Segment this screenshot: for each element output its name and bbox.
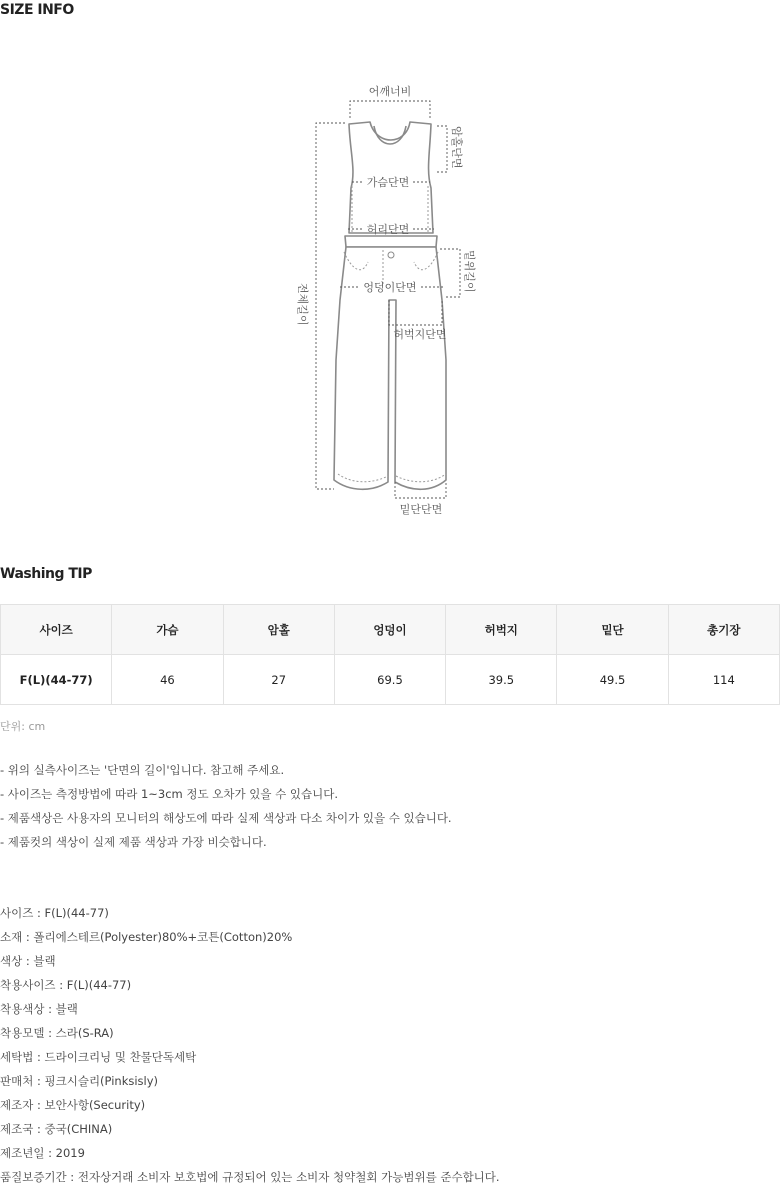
label-waist: 허리단면 <box>366 223 410 236</box>
spec-size: 사이즈 : F(L)(44-77) <box>0 906 109 920</box>
size-info-title: SIZE INFO <box>0 2 74 18</box>
label-hem: 밑단단면 <box>399 503 443 516</box>
label-thigh: 허벅지단면 <box>393 328 447 341</box>
cell-hem: 49.5 <box>557 655 668 705</box>
note-item: - 위의 실측사이즈는 '단면의 길이'입니다. 참고해 주세요. <box>0 763 285 777</box>
cell-total-length: 114 <box>668 655 779 705</box>
note-item: - 사이즈는 측정방법에 따라 1~3cm 정도 오차가 있을 수 있습니다. <box>0 787 339 801</box>
spec-color: 색상 : 블랙 <box>0 954 56 968</box>
spec-worn-color: 착용색상 : 블랙 <box>0 1002 78 1016</box>
label-total-length: 전체길이 <box>296 283 309 326</box>
label-armhole: 암홀단면 <box>450 126 463 169</box>
unit-note: 단위: cm <box>0 720 46 733</box>
spec-year: 제조년일 : 2019 <box>0 1146 85 1160</box>
spec-country: 제조국 : 중국(CHINA) <box>0 1122 113 1136</box>
size-table <box>0 604 780 705</box>
table-header-row <box>1 605 780 655</box>
label-rise: 밑위길이 <box>463 250 476 293</box>
label-hip: 엉덩이단면 <box>363 281 417 294</box>
jumpsuit-size-diagram <box>0 0 780 560</box>
table-row <box>1 655 780 705</box>
header-armhole: 암홀 <box>223 605 334 655</box>
size-notes <box>0 758 452 854</box>
cell-hip: 69.5 <box>334 655 445 705</box>
spec-seller: 판매처 : 핑크시슬리(Pinksisly) <box>0 1074 159 1088</box>
cell-chest: 46 <box>112 655 223 705</box>
cell-thigh: 39.5 <box>446 655 557 705</box>
spec-warranty: 품질보증기간 : 전자상거래 소비자 보호법에 규정되어 있는 소비자 청약철회 가능범위를 준수합니다. <box>0 1170 500 1184</box>
spec-washing: 세탁법 : 드라이크리닝 및 찬물단독세탁 <box>0 1050 197 1064</box>
washing-tip-title: Washing TIP <box>0 566 92 582</box>
spec-worn-size: 착용사이즈 : F(L)(44-77) <box>0 978 132 992</box>
spec-manufacturer: 제조자 : 보안사항(Security) <box>0 1098 146 1112</box>
header-total-length: 총기장 <box>668 605 779 655</box>
note-item: - 제품색상은 사용자의 모니터의 해상도에 따라 실제 색상과 다소 차이가 있을 수 있습니다. <box>0 811 452 825</box>
header-hem: 밑단 <box>557 605 668 655</box>
spec-model: 착용모델 : 스라(S-RA) <box>0 1026 114 1040</box>
header-hip: 엉덩이 <box>334 605 445 655</box>
label-chest: 가슴단면 <box>366 176 410 189</box>
cell-armhole: 27 <box>223 655 334 705</box>
label-shoulder: 어깨너비 <box>368 85 412 98</box>
spec-material: 소재 : 폴리에스테르(Polyester)80%+코튼(Cotton)20% <box>0 930 293 944</box>
header-chest: 가슴 <box>112 605 223 655</box>
note-item: - 제품컷의 색상이 실제 제품 색상과 가장 비슷합니다. <box>0 835 267 849</box>
product-specs <box>0 901 500 1189</box>
cell-size: F(L)(44-77) <box>1 655 112 705</box>
header-size: 사이즈 <box>1 605 112 655</box>
header-thigh: 허벅지 <box>446 605 557 655</box>
button-icon <box>388 252 394 258</box>
